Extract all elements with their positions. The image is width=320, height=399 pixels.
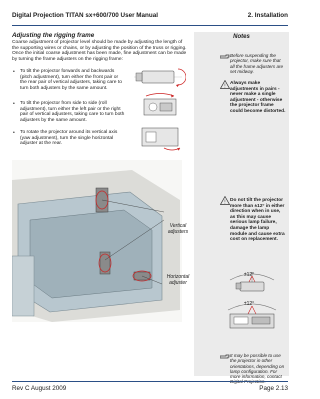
- label-vertical-adjusters: Vertical adjusters: [167, 223, 189, 235]
- notes-column: [194, 32, 289, 380]
- pitch-diagram: [130, 63, 186, 91]
- note-tilt-warning: Do not tilt the projector more than ±12° in either direction when in use, as this may cause serious lamp failure, damage the lamp module and cause extra cost on replacement.: [230, 198, 285, 243]
- bullet-pitch: To tilt the projector forwards and backwards (pitch adjustment), turn either the front pair or the rear pair of vertical adjusters, taking care to turn both adjusters by the same amount.: [20, 69, 122, 91]
- bullet-roll: To tilt the projector from side to side (roll adjustment), turn either the left pair or the right pair of vertical adjusters, taking care to turn both adjusters by the same amount.: [20, 101, 125, 123]
- note-orientations: It may be possible to use the projector in other orientations, depending on lamp configuration. For more information, contact: [230, 353, 285, 380]
- intro-paragraph: Coarse adjustment of projector level should be made by adjusting the length of the supporting wires or chains, or by adjusting the position of the truss or rigging. Once the initial coarse adjustment has been made, fine adjustment can be made by turning the frame adjusters on the rigging frame:: [12, 40, 187, 62]
- bullet: •: [13, 101, 15, 107]
- svg-text:!: !: [224, 199, 226, 205]
- angle-label-front: ±12°: [243, 301, 255, 307]
- footer-rule: [12, 381, 288, 382]
- warning-triangle-icon: [220, 80, 230, 89]
- hand-pointer-icon: [220, 52, 230, 61]
- header-rule: [12, 25, 288, 26]
- note-pairs-warning: Always make adjustments in pairs - never make a single adjustment - otherwise the projector frame could become distorted.: [230, 81, 286, 114]
- revision: Rev C August 2009: [12, 385, 67, 392]
- main-content: [12, 32, 202, 62]
- notes-title: Notes: [233, 34, 250, 40]
- page-number: Page 2.13: [259, 385, 288, 392]
- manual-title: Digital Projection TITAN sx+600/700 User Manual: [12, 12, 158, 19]
- page-header: [12, 12, 288, 24]
- yaw-diagram: [134, 122, 186, 152]
- bullet-yaw: To rotate the projector around its vertical axis (yaw adjustment), turn the single horizontal adjuster at the rear.: [20, 130, 118, 147]
- warning-triangle-icon: [220, 196, 230, 205]
- angle-label-side: ±12°: [243, 272, 255, 278]
- bullet: •: [13, 69, 15, 75]
- section-title: 2. Installation: [247, 12, 288, 19]
- hand-pointer-icon: [220, 352, 230, 361]
- roll-diagram: [136, 93, 184, 121]
- svg-text:!: !: [224, 83, 226, 89]
- section-heading: Adjusting the rigging frame: [12, 32, 95, 39]
- bullet: •: [13, 130, 15, 136]
- label-horizontal-adjuster: Horizontal adjuster: [166, 274, 190, 286]
- note-frame-adjusters: Before suspending the projector, make sure that all the frame adjusters are set midway.: [230, 53, 284, 74]
- rigging-frame-photo: [12, 160, 182, 322]
